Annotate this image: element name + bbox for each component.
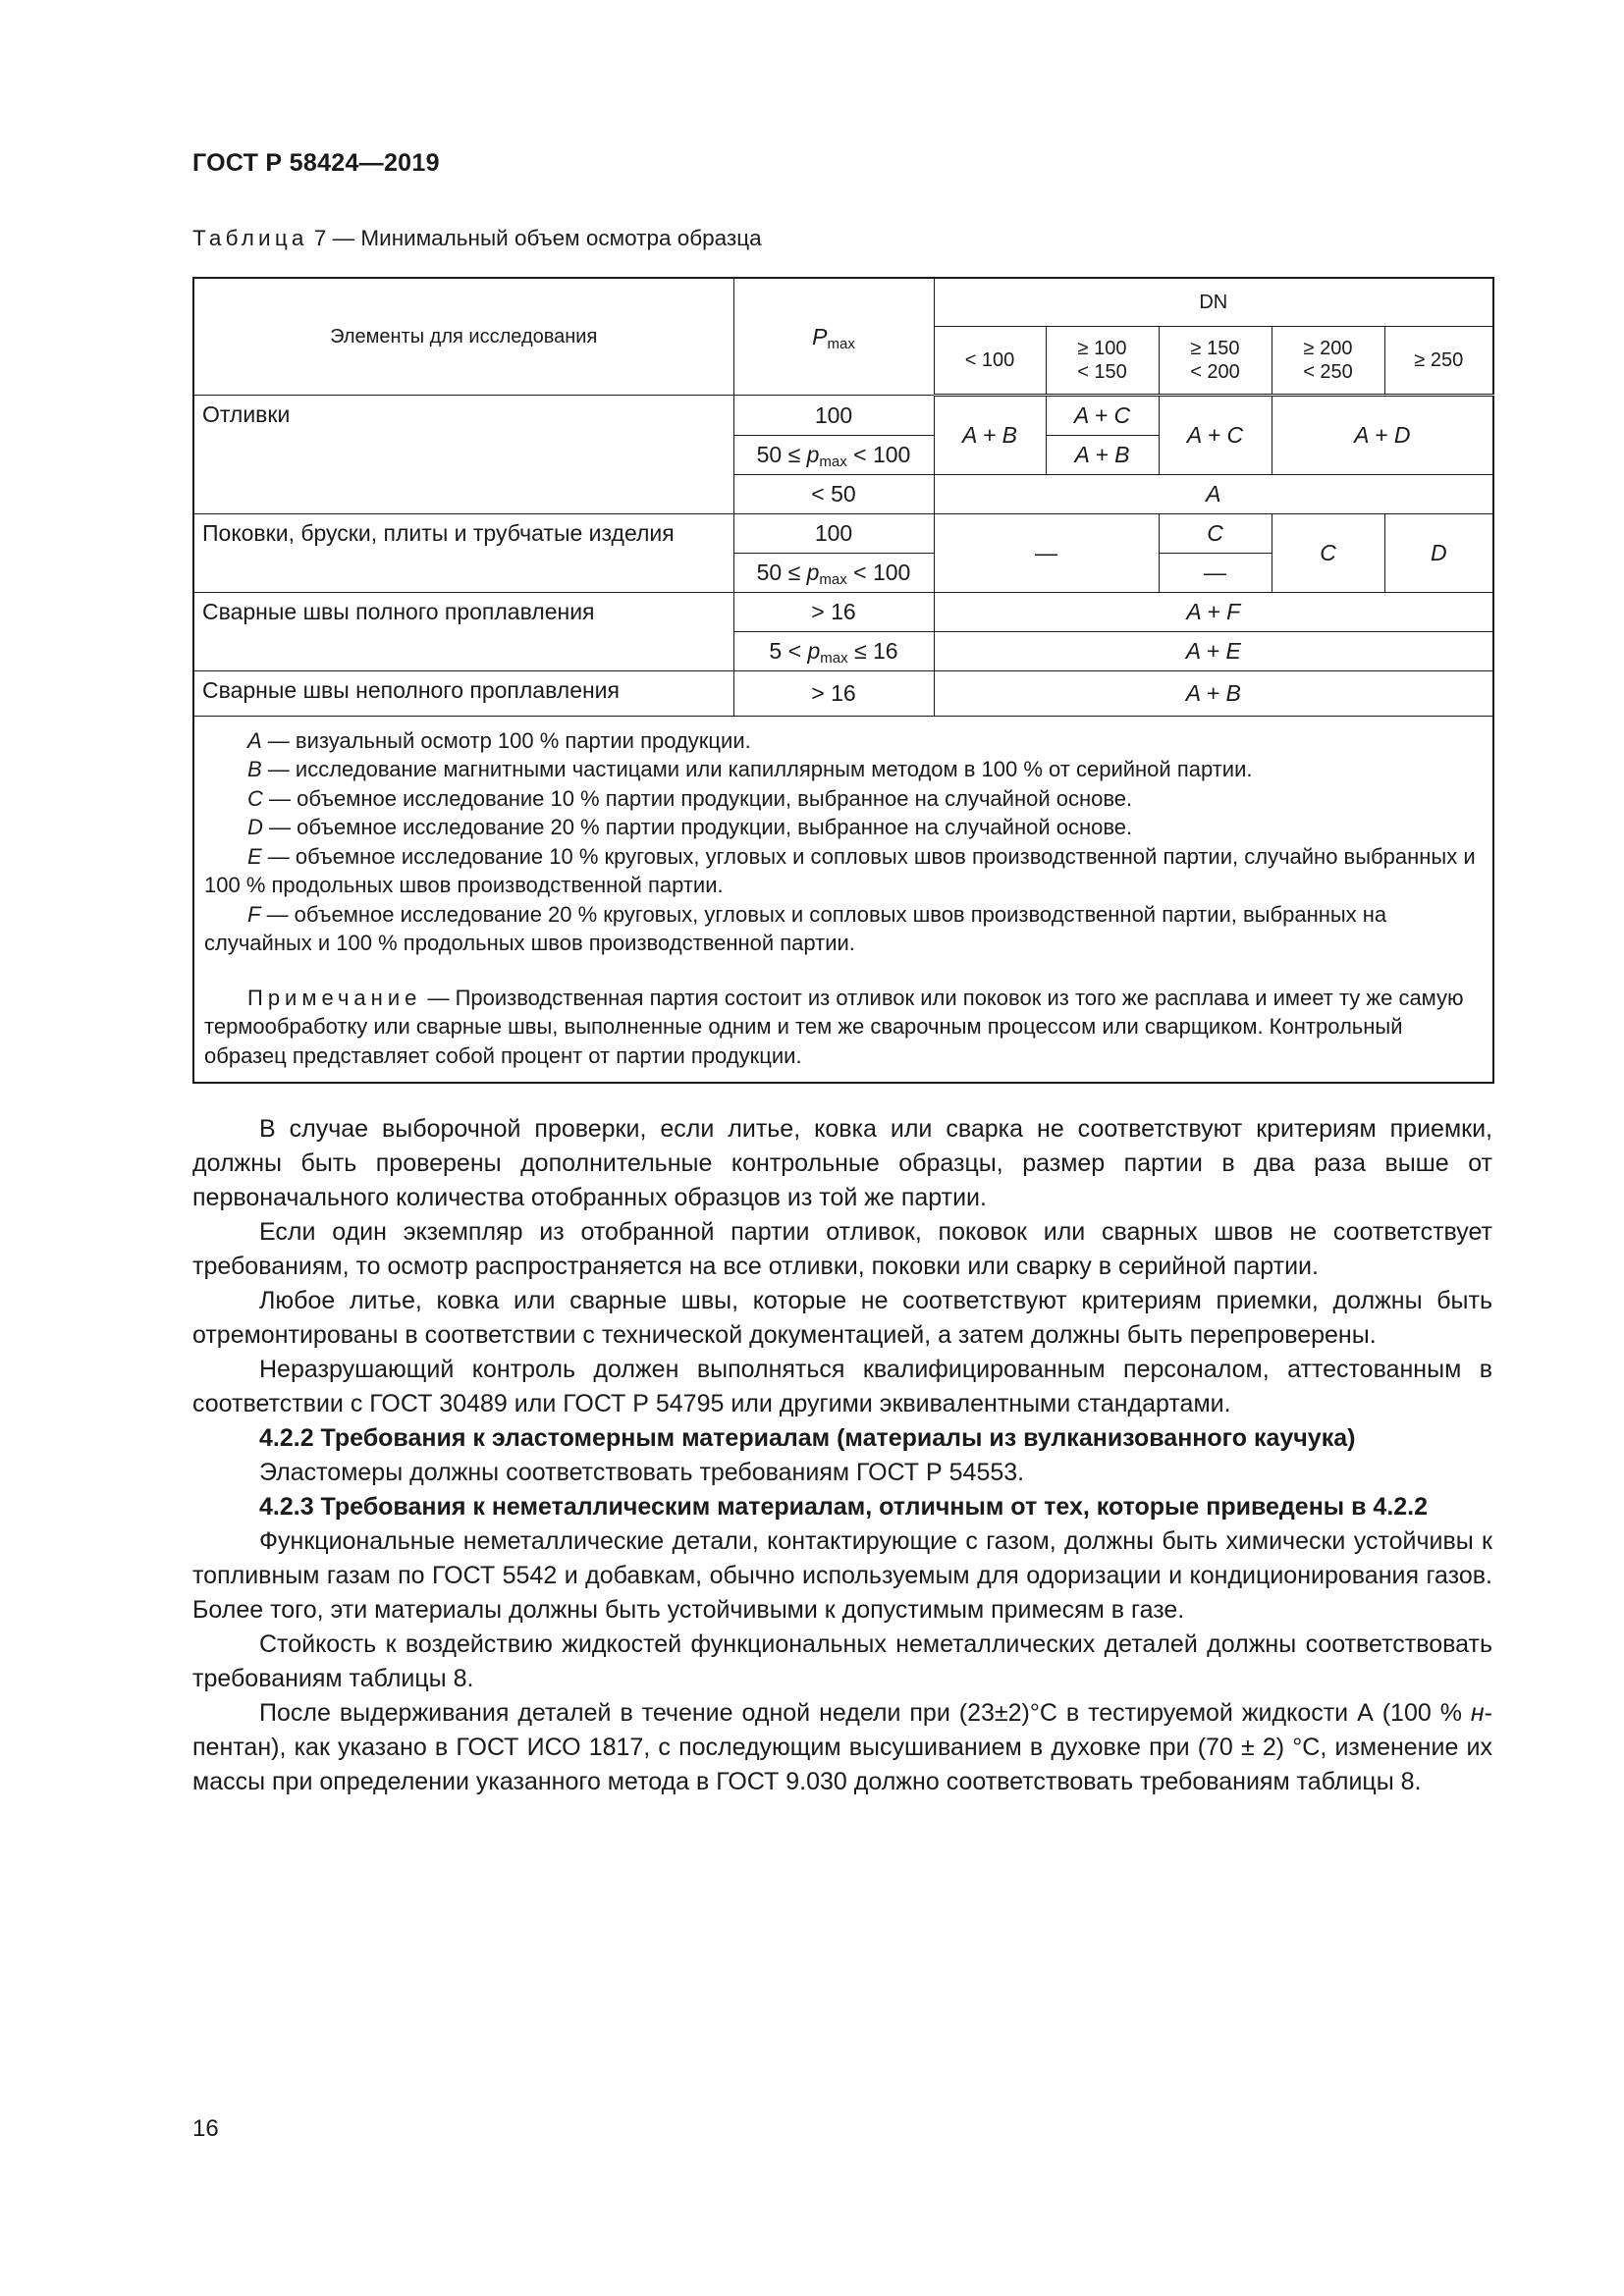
cell-full-weld-p-5-16 bbox=[733, 631, 934, 670]
cell-castings-dn4-5: A + D bbox=[1272, 395, 1493, 474]
cell-full-weld-p-left: 5 < bbox=[769, 638, 808, 664]
col-header-dn-3-high: < 200 bbox=[1190, 360, 1240, 383]
cell-castings-dn2-top: A + C bbox=[1046, 395, 1159, 435]
col-header-elements: Элементы для исследования bbox=[193, 278, 733, 395]
table-note bbox=[204, 984, 1483, 1071]
heading-4-2-3: 4.2.3 Требования к неметаллическим материалам, отличным от тех, которые приведены в 4.2.2 bbox=[259, 1493, 1429, 1521]
col-header-dn-2-high: < 150 bbox=[1077, 360, 1127, 383]
col-header-dn-2 bbox=[1046, 326, 1159, 395]
legend-e-text: — объемное исследование 10 % круговых, угловых и сопловых швов производственной партии, случайно выбранных и 100 % продольных швов производственной партии. bbox=[204, 843, 1476, 897]
legend-b-symbol: B bbox=[247, 757, 262, 781]
table-note-word: Примечание bbox=[247, 985, 422, 1010]
legend-d-text: — объемное исследование 20 % партии продукции, выбранное на случайной основе. bbox=[262, 815, 1133, 839]
cell-castings-dn2-bottom: A + B bbox=[1046, 435, 1159, 474]
col-header-p-symbol: P bbox=[812, 323, 828, 349]
paragraph-8-italic: н bbox=[1470, 1699, 1485, 1727]
cell-forgings-dn5: D bbox=[1384, 513, 1493, 592]
cell-p-50-100 bbox=[733, 435, 934, 474]
table-notes bbox=[193, 716, 1493, 1083]
legend-c-text: — объемное исследование 10 % партии продукции, выбранное на случайной основе. bbox=[262, 785, 1133, 811]
col-header-dn-5: ≥ 250 bbox=[1384, 326, 1493, 395]
col-header-dn-4-high: < 250 bbox=[1303, 360, 1353, 383]
col-header-dn: DN bbox=[934, 278, 1493, 326]
cell-forgings-p-50-100 bbox=[733, 553, 934, 592]
col-header-dn-2-low: ≥ 100 bbox=[1077, 337, 1127, 359]
row-partial-weld-label: Сварные швы неполного проплавления bbox=[193, 670, 733, 716]
col-header-dn-4-low: ≥ 200 bbox=[1303, 337, 1353, 359]
cell-full-weld-p-symbol: p bbox=[807, 638, 821, 664]
legend-c bbox=[204, 784, 1483, 814]
col-header-dn-3 bbox=[1159, 326, 1272, 395]
paragraph-7: Стойкость к воздействию жидкостей функциональных неметаллических деталей должны соответствовать требованиям таблицы 8. bbox=[192, 1630, 1492, 1692]
col-header-p bbox=[733, 278, 934, 395]
col-header-p-subscript: max bbox=[827, 335, 855, 352]
legend-d-symbol: D bbox=[247, 815, 263, 839]
paragraph-4: Неразрушающий контроль должен выполняться квалифицированным персоналом, аттестованным в соответствии с ГОСТ 30489 или ГОСТ Р 54795 или другими эквивалентными стандартами. bbox=[192, 1356, 1492, 1417]
cell-p-50-100-subscript: max bbox=[819, 454, 847, 470]
cell-castings-lt50: A bbox=[934, 474, 1493, 513]
col-header-dn-1: < 100 bbox=[934, 326, 1046, 395]
paragraph-2: Если один экземпляр из отобранной партии отливок, поковок или сварных швов не соответствует требованиям, то осмотр распространяется на все отливки, поковки или сварку в серийной партии. bbox=[192, 1218, 1492, 1280]
paragraph-1: В случае выборочной проверки, если литье, ковка или сварка не соответствуют критериям приемки, должны быть проверены дополнительные контрольные образцы, размер партии в два раза выше от первоначального количества отобранных образцов из той же партии. bbox=[192, 1115, 1492, 1211]
legend-c-symbol: C bbox=[247, 785, 263, 811]
cell-full-weld-5-16: A + E bbox=[934, 631, 1493, 670]
cell-p-lt50: < 50 bbox=[733, 474, 934, 513]
legend-e bbox=[204, 842, 1483, 900]
col-header-dn-4 bbox=[1272, 326, 1384, 395]
cell-forgings-p-100: 100 bbox=[733, 513, 934, 553]
body-text bbox=[192, 1112, 1492, 1799]
cell-forgings-dn3-bottom: — bbox=[1159, 553, 1272, 592]
cell-forgings-dn4: C bbox=[1272, 513, 1384, 592]
cell-p-100: 100 bbox=[733, 395, 934, 435]
row-forgings-label: Поковки, бруски, плиты и трубчатые изделия bbox=[193, 513, 733, 592]
col-header-dn-3-low: ≥ 150 bbox=[1190, 337, 1240, 359]
paragraph-3: Любое литье, ковка или сварные швы, которые не соответствуют критериям приемки, должны быть отремонтированы в соответствии с технической документацией, а затем должны быть перепроверены. bbox=[192, 1287, 1492, 1349]
document-header: ГОСТ Р 58424—2019 bbox=[192, 149, 440, 177]
paragraph-8-start: После выдерживания деталей в течение одной недели при (23±2)°С в тестируемой жидкости А (100 % bbox=[259, 1699, 1471, 1727]
cell-p-50-100-right: < 100 bbox=[846, 442, 911, 467]
inspection-table bbox=[192, 277, 1494, 1084]
paragraph-5: Эластомеры должны соответствовать требованиям ГОСТ Р 54553. bbox=[259, 1459, 1025, 1486]
cell-full-weld-gt16: A + F bbox=[934, 592, 1493, 631]
cell-full-weld-p-gt16: > 16 bbox=[733, 592, 934, 631]
row-full-weld-label: Сварные швы полного проплавления bbox=[193, 592, 733, 670]
cell-full-weld-p-subscript: max bbox=[820, 650, 848, 667]
table-caption-title: 7 — Минимальный объем осмотра образца bbox=[307, 226, 762, 250]
cell-forgings-p-left: 50 ≤ bbox=[756, 560, 807, 585]
paragraph-8-end: -пентан), как указано в ГОСТ ИСО 1817, с последующим высушиванием в духовке при (70 ± 2) °С, изменение их массы при определении указанного метода в ГОСТ 9.030 должно соответствовать требованиям таблицы 8. bbox=[192, 1699, 1492, 1795]
legend-a-symbol: A bbox=[247, 727, 262, 753]
legend-e-symbol: E bbox=[247, 843, 262, 869]
cell-forgings-p-symbol: p bbox=[806, 560, 820, 585]
cell-forgings-dn1-2: — bbox=[934, 513, 1159, 592]
legend-a bbox=[204, 726, 1483, 756]
legend-a-text: — визуальный осмотр 100 % партии продукции. bbox=[261, 727, 751, 753]
cell-castings-dn3: A + C bbox=[1159, 395, 1272, 474]
legend-b-text: — исследование магнитными частицами или капиллярным методом в 100 % от серийной партии. bbox=[261, 757, 1253, 781]
heading-4-2-2: 4.2.2 Требования к эластомерным материалам (материалы из вулканизованного каучука) bbox=[259, 1424, 1356, 1452]
row-castings-label: Отливки bbox=[193, 395, 733, 513]
table-caption-word: Таблица bbox=[192, 226, 308, 250]
cell-partial-weld-gt16: A + B bbox=[934, 670, 1493, 716]
paragraph-8 bbox=[192, 1696, 1492, 1799]
legend-b bbox=[204, 755, 1483, 784]
cell-forgings-p-right: < 100 bbox=[846, 560, 911, 585]
legend-d bbox=[204, 813, 1483, 842]
legend-f bbox=[204, 900, 1483, 958]
cell-forgings-p-subscript: max bbox=[819, 571, 847, 588]
cell-p-50-100-symbol: p bbox=[806, 442, 820, 467]
cell-castings-dn1: A + B bbox=[934, 395, 1046, 474]
legend-f-symbol: F bbox=[247, 901, 261, 927]
table-note-text: — Производственная партия состоит из отливок или поковок из того же расплава и имеет ту же самую термообработку или сварные швы, выполненные одним и тем же сварочным процессом или сварщиком. Контрольный образец представляет собой процент от партии продукции. bbox=[204, 985, 1464, 1068]
table-caption bbox=[192, 226, 762, 251]
cell-full-weld-p-right: ≤ 16 bbox=[847, 638, 898, 664]
cell-p-50-100-left: 50 ≤ bbox=[756, 442, 807, 467]
page-number: 16 bbox=[192, 2115, 219, 2142]
cell-partial-weld-p-gt16: > 16 bbox=[733, 670, 934, 716]
cell-forgings-dn3-top: C bbox=[1159, 513, 1272, 553]
legend-f-text: — объемное исследование 20 % круговых, угловых и сопловых швов производственной партии, выбранных на случайных и 100 % продольных швов производственной партии. bbox=[204, 901, 1387, 955]
paragraph-6: Функциональные неметаллические детали, контактирующие с газом, должны быть химически устойчивы к топливным газам по ГОСТ 5542 и добавкам, обычно используемым для одоризации и кондиционирования газов. Более того, эти материалы должны быть устойчивыми к допустимым примесям в газе. bbox=[192, 1527, 1492, 1624]
